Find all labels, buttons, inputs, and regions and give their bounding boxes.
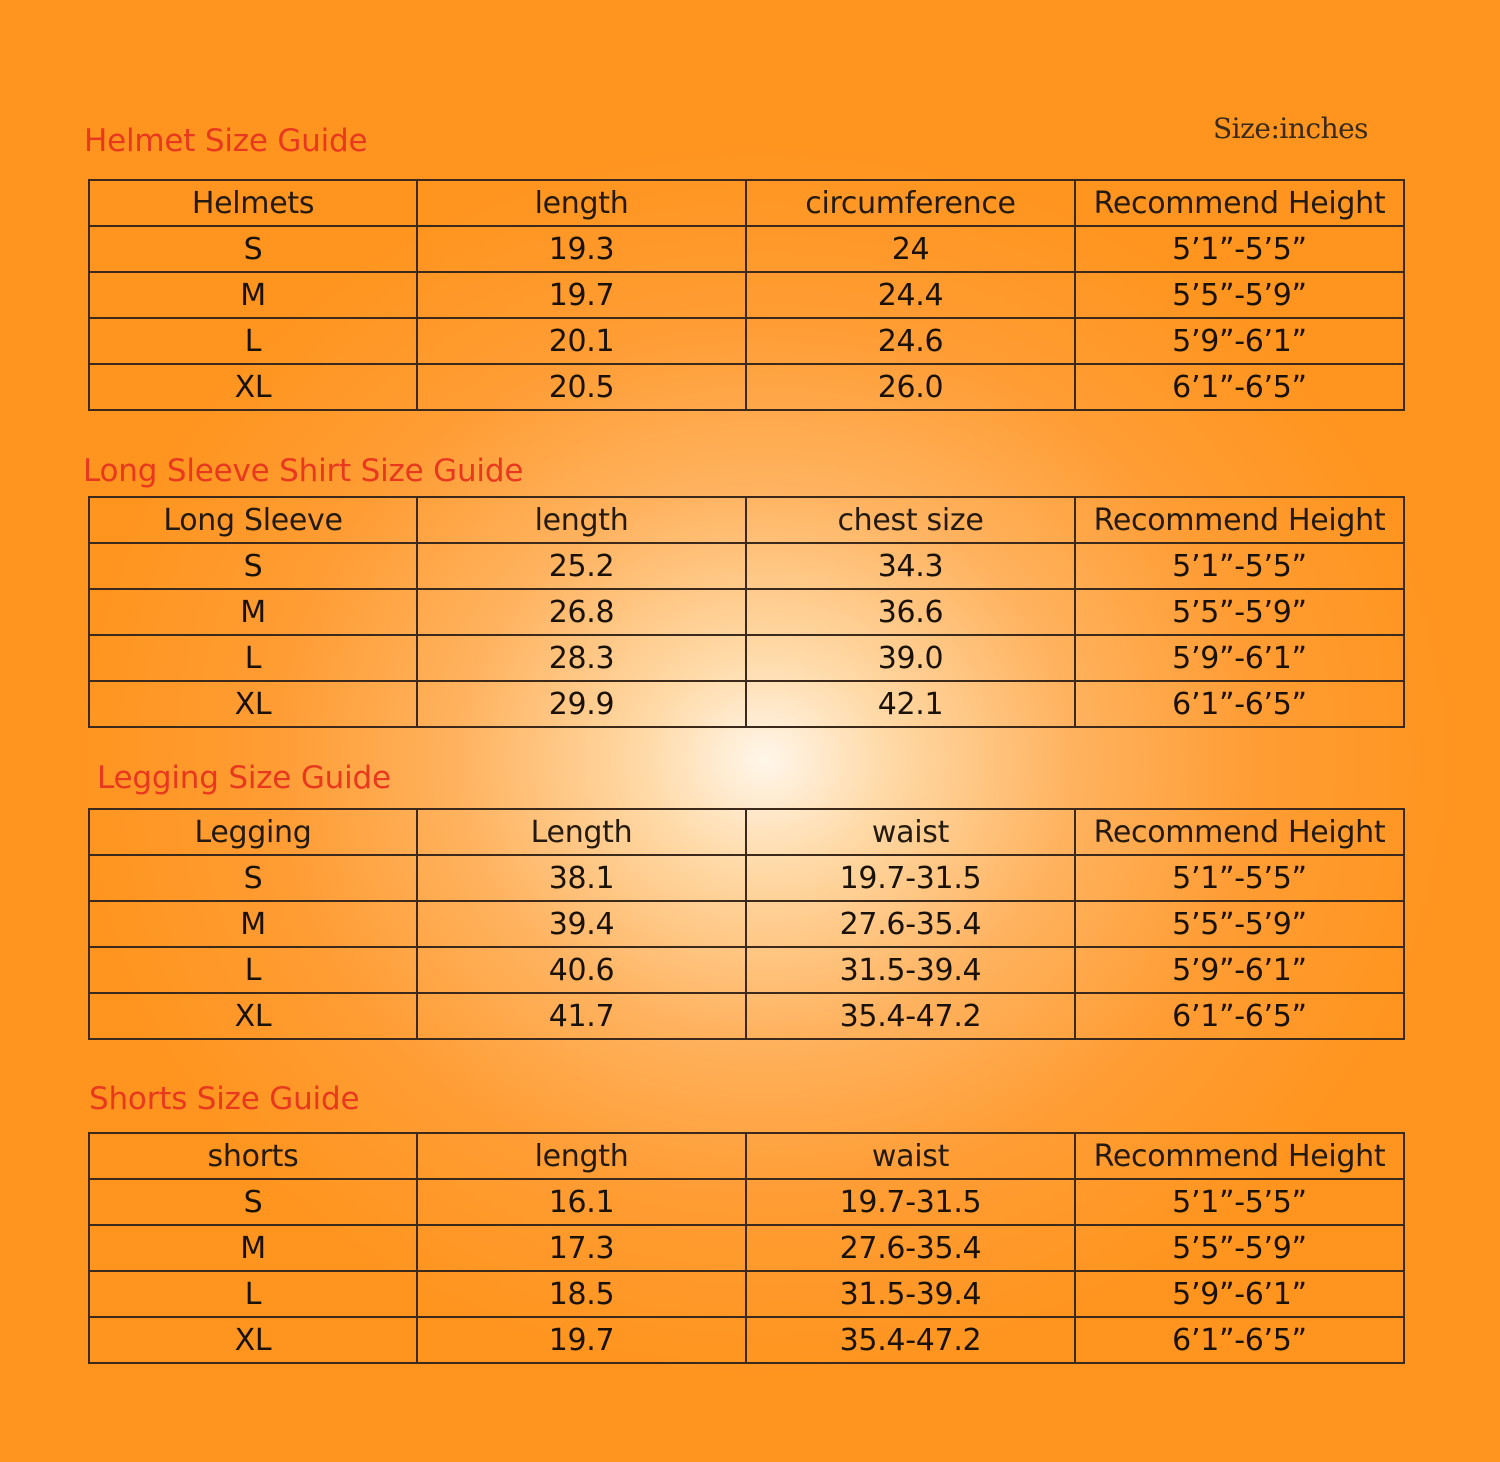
header-cell: waist (746, 809, 1075, 855)
height-cell: 5’5”-5’9” (1075, 1225, 1404, 1271)
height-cell: 5’5”-5’9” (1075, 589, 1404, 635)
size-cell: S (89, 1179, 417, 1225)
waist-cell: 31.5-39.4 (746, 1271, 1075, 1317)
unit-note: Size:inches (1213, 112, 1369, 145)
length-cell: 26.8 (417, 589, 746, 635)
height-cell: 5’5”-5’9” (1075, 901, 1404, 947)
height-cell: 6’1”-6’5” (1075, 681, 1404, 727)
size-cell: L (89, 318, 417, 364)
height-cell: 5’1”-5’5” (1075, 226, 1404, 272)
table-row (89, 1317, 1404, 1363)
length-cell: 25.2 (417, 543, 746, 589)
table-row (89, 543, 1404, 589)
helmet-size-table (88, 179, 1405, 411)
length-cell: 40.6 (417, 947, 746, 993)
header-cell: length (417, 497, 746, 543)
table-row (89, 947, 1404, 993)
legging-size-table (88, 808, 1405, 1040)
height-cell: 6’1”-6’5” (1075, 993, 1404, 1039)
circumference-cell: 24.4 (746, 272, 1075, 318)
length-cell: 41.7 (417, 993, 746, 1039)
size-cell: L (89, 947, 417, 993)
table-header-row (89, 809, 1404, 855)
header-cell: Long Sleeve (89, 497, 417, 543)
header-cell: Recommend Height (1075, 809, 1404, 855)
length-cell: 20.1 (417, 318, 746, 364)
legging-size-guide-title: Legging Size Guide (97, 760, 391, 796)
length-cell: 38.1 (417, 855, 746, 901)
size-cell: S (89, 226, 417, 272)
height-cell: 5’1”-5’5” (1075, 543, 1404, 589)
header-cell: chest size (746, 497, 1075, 543)
size-cell: XL (89, 364, 417, 410)
height-cell: 5’1”-5’5” (1075, 1179, 1404, 1225)
size-cell: L (89, 1271, 417, 1317)
height-cell: 5’9”-6’1” (1075, 947, 1404, 993)
height-cell: 6’1”-6’5” (1075, 1317, 1404, 1363)
length-cell: 19.3 (417, 226, 746, 272)
table-row (89, 226, 1404, 272)
header-cell: length (417, 1133, 746, 1179)
table-row (89, 364, 1404, 410)
chest-size-cell: 34.3 (746, 543, 1075, 589)
size-cell: XL (89, 1317, 417, 1363)
table-row (89, 272, 1404, 318)
circumference-cell: 24.6 (746, 318, 1075, 364)
length-cell: 20.5 (417, 364, 746, 410)
size-cell: S (89, 855, 417, 901)
header-cell: Recommend Height (1075, 180, 1404, 226)
size-cell: M (89, 901, 417, 947)
table-row (89, 1271, 1404, 1317)
shorts-size-guide-title: Shorts Size Guide (89, 1081, 360, 1117)
length-cell: 39.4 (417, 901, 746, 947)
header-cell: length (417, 180, 746, 226)
length-cell: 29.9 (417, 681, 746, 727)
table-row (89, 855, 1404, 901)
helmet-size-guide-title: Helmet Size Guide (84, 123, 368, 159)
header-cell: Recommend Height (1075, 497, 1404, 543)
waist-cell: 35.4-47.2 (746, 1317, 1075, 1363)
header-cell: waist (746, 1133, 1075, 1179)
height-cell: 5’9”-6’1” (1075, 1271, 1404, 1317)
waist-cell: 27.6-35.4 (746, 901, 1075, 947)
table-header-row (89, 1133, 1404, 1179)
size-cell: M (89, 1225, 417, 1271)
header-cell: shorts (89, 1133, 417, 1179)
waist-cell: 19.7-31.5 (746, 855, 1075, 901)
size-cell: M (89, 589, 417, 635)
height-cell: 5’9”-6’1” (1075, 635, 1404, 681)
table-header-row (89, 180, 1404, 226)
chest-size-cell: 42.1 (746, 681, 1075, 727)
waist-cell: 19.7-31.5 (746, 1179, 1075, 1225)
size-cell: M (89, 272, 417, 318)
table-header-row (89, 497, 1404, 543)
table-row (89, 901, 1404, 947)
length-cell: 28.3 (417, 635, 746, 681)
long-sleeve-size-guide-title: Long Sleeve Shirt Size Guide (83, 453, 524, 489)
table-row (89, 993, 1404, 1039)
table-row (89, 1225, 1404, 1271)
waist-cell: 27.6-35.4 (746, 1225, 1075, 1271)
size-cell: L (89, 635, 417, 681)
height-cell: 5’1”-5’5” (1075, 855, 1404, 901)
header-cell: Helmets (89, 180, 417, 226)
shorts-size-table (88, 1132, 1405, 1364)
waist-cell: 35.4-47.2 (746, 993, 1075, 1039)
size-cell: XL (89, 681, 417, 727)
table-row (89, 635, 1404, 681)
header-cell: Recommend Height (1075, 1133, 1404, 1179)
circumference-cell: 24 (746, 226, 1075, 272)
table-row (89, 1179, 1404, 1225)
length-cell: 17.3 (417, 1225, 746, 1271)
table-row (89, 318, 1404, 364)
length-cell: 19.7 (417, 272, 746, 318)
circumference-cell: 26.0 (746, 364, 1075, 410)
chest-size-cell: 39.0 (746, 635, 1075, 681)
size-cell: S (89, 543, 417, 589)
waist-cell: 31.5-39.4 (746, 947, 1075, 993)
height-cell: 5’9”-6’1” (1075, 318, 1404, 364)
chest-size-cell: 36.6 (746, 589, 1075, 635)
header-cell: circumference (746, 180, 1075, 226)
height-cell: 5’5”-5’9” (1075, 272, 1404, 318)
long-sleeve-size-table (88, 496, 1405, 728)
table-row (89, 589, 1404, 635)
length-cell: 19.7 (417, 1317, 746, 1363)
header-cell: Legging (89, 809, 417, 855)
length-cell: 16.1 (417, 1179, 746, 1225)
size-cell: XL (89, 993, 417, 1039)
height-cell: 6’1”-6’5” (1075, 364, 1404, 410)
length-cell: 18.5 (417, 1271, 746, 1317)
table-row (89, 681, 1404, 727)
header-cell: Length (417, 809, 746, 855)
